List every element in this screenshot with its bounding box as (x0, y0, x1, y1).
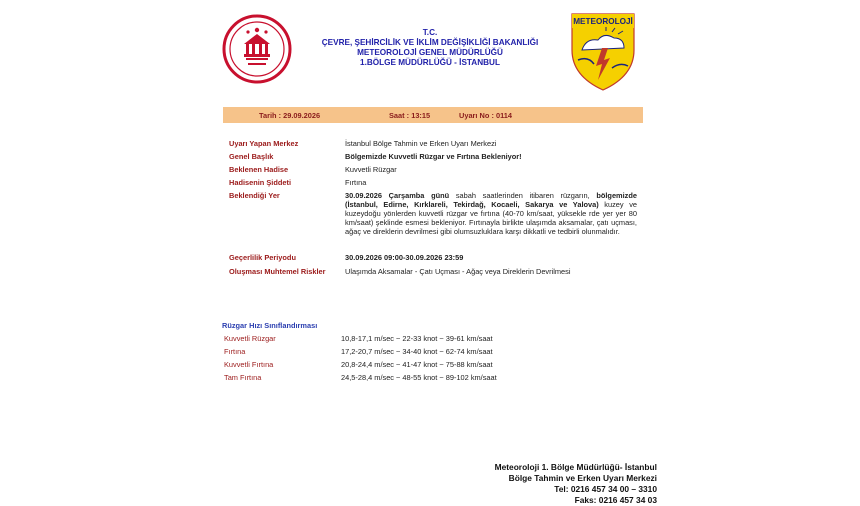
place-label: Beklendiği Yer (229, 191, 280, 200)
risk-value: Ulaşımda Aksamalar - Çatı Uçması - Ağaç veya Direklerin Devrilmesi (345, 267, 571, 276)
wind-classification-title: Rüzgar Hızı Sınıflandırması (222, 321, 318, 330)
footer-contact (445, 462, 657, 506)
warning-no-field (459, 111, 512, 120)
date-value: 29.09.2026 (283, 111, 321, 120)
wind-class-value: 17,2-20,7 m/sec ~ 34-40 knot ~ 62-74 km/saat (341, 347, 493, 356)
event-value: Kuvvetli Rüzgar (345, 165, 397, 174)
meteoroloji-logo-icon (568, 10, 638, 92)
footer-line: Bölge Tahmin ve Erken Uyarı Merkezi (508, 473, 657, 483)
wind-class-name: Tam Fırtına (224, 373, 262, 382)
place-text-1: sabah saatlerinden itibaren rüzgarın, (449, 191, 597, 200)
logo-text: METEOROLOJİ (573, 17, 633, 26)
place-region: bölgemizde (İstanbul, Edirne, Kırklareli, Tekirdağ, Kocaeli, Sakarya ve Yalova) (345, 191, 637, 209)
severity-value: Fırtına (345, 178, 367, 187)
severity-label: Hadisenin Şiddeti (229, 178, 292, 187)
event-label: Beklenen Hadise (229, 165, 289, 174)
time-label: Saat : (389, 111, 410, 120)
footer-line: Tel: 0216 457 34 00 – 3310 (554, 484, 657, 494)
date-field (259, 111, 320, 120)
ministry-logo-icon (222, 14, 292, 84)
header-line: T.C. (422, 28, 438, 37)
warning-no-label: Uyarı No : (459, 111, 494, 120)
place-value (345, 191, 637, 236)
header-line: METEOROLOJİ GENEL MÜDÜRLÜĞÜ (357, 48, 503, 57)
header-title (300, 28, 560, 68)
footer-line: Meteoroloji 1. Bölge Müdürlüğü- İstanbul (494, 462, 657, 472)
validity-label: Geçerlilik Periyodu (229, 253, 296, 262)
header-line: 1.BÖLGE MÜDÜRLÜĞÜ - İSTANBUL (360, 58, 500, 67)
header-line: ÇEVRE, ŞEHİRCİLİK VE İKLİM DEĞİŞİKLİĞİ BAKANLIĞI (321, 38, 539, 47)
wind-class-name: Kuvvetli Rüzgar (224, 334, 276, 343)
info-bar (223, 107, 643, 123)
title-label: Genel Başlık (229, 152, 274, 161)
wind-class-value: 20,8-24,4 m/sec ~ 41-47 knot ~ 75-88 km/saat (341, 360, 493, 369)
wind-class-name: Fırtına (224, 347, 246, 356)
time-value: 13:15 (411, 111, 431, 120)
validity-value: 30.09.2026 09:00-30.09.2026 23:59 (345, 253, 464, 262)
wind-class-value: 24,5-28,4 m/sec ~ 48-55 knot ~ 89-102 km/saat (341, 373, 497, 382)
footer-line: Faks: 0216 457 34 03 (574, 495, 657, 505)
risk-label: Oluşması Muhtemel Riskler (229, 267, 326, 276)
center-label: Uyarı Yapan Merkez (229, 139, 299, 148)
center-value: İstanbul Bölge Tahmin ve Erken Uyarı Merkezi (345, 139, 497, 148)
time-field (389, 111, 430, 120)
place-date: 30.09.2026 Çarşamba günü (345, 191, 450, 200)
wind-class-value: 10,8-17,1 m/sec ~ 22-33 knot ~ 39-61 km/saat (341, 334, 493, 343)
warning-no-value: 0114 (495, 111, 513, 120)
wind-class-name: Kuvvetli Fırtına (224, 360, 274, 369)
place-text-2: kuzey ve kuzeydoğu yönlerden kuvvetli rüzgar ve fırtına (40-70 km/saat, yüksekle rde yer yer 80 km/saat) şeklinde esmesi bekleniyor. Fırtınayla birlikte ulaşımda aksamalar, çatı uçması, ağaç ve direklerin devrilmesi gibi olumsuzluklara karşı dikkatli ve tedbirli olunmalıdır. (345, 200, 637, 236)
title-value: Bölgemizde Kuvvetli Rüzgar ve Fırtına Bekleniyor! (345, 152, 522, 161)
date-label: Tarih : (259, 111, 282, 120)
